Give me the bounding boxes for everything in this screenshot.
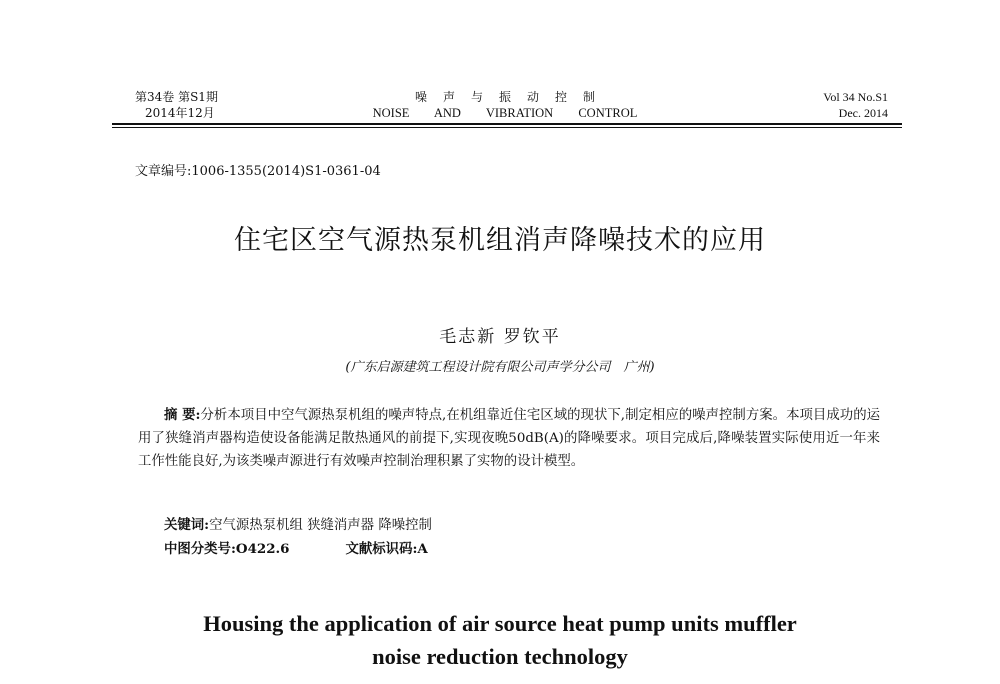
journal-name-en: NOISE AND VIBRATION CONTROL [372,106,638,120]
article-number: 文章编号:1006-1355(2014)S1-0361-04 [135,164,381,179]
header-right [823,89,888,121]
keywords-label: 关键词: [164,517,210,533]
abstract [138,404,880,473]
date-en: Dec. 2014 [838,106,888,120]
affiliation: (广东启源建筑工程设计院有限公司声学分公司 广州) [345,360,655,375]
volume-issue-cn: 第34卷 第S1期 [135,90,218,104]
abstract-label: 摘 要: [164,407,201,423]
classification [164,538,428,557]
header-rule-thick [112,123,902,125]
title-en-line2: noise reduction technology [372,644,628,669]
clc-label: 中图分类号: [164,541,236,557]
title-cn: 住宅区空气源热泵机组消声降噪技术的应用 [234,225,766,256]
title-en [0,607,1000,673]
date-cn: 2014年12月 [145,106,215,120]
journal-name-cn: 噪声与振动控制 [414,90,611,104]
volume-issue-en: Vol 34 No.S1 [823,90,888,104]
journal-name [340,89,670,121]
keywords-text: 空气源热泵机组 狭缝消声器 降噪控制 [209,518,432,533]
abstract-text: 分析本项目中空气源热泵机组的噪声特点,在机组靠近住宅区域的现状下,制定相应的噪声控制方案。本项目成功的运用了狭缝消声器构造使设备能满足散热通风的前提下,实现夜晚50dB(A)的降噪要求。项目完成后,降噪装置实际使用近一年来工作性能良好,为该类噪声源进行有效噪声控制治理积累了实物的设计模型。 [138,408,881,469]
doc-code-value: A [417,541,428,557]
clc-value: O422.6 [235,541,290,557]
title-en-line1: Housing the application of air source heat pump units muffler [203,611,797,636]
authors: 毛志新 罗钦平 [439,327,561,347]
doc-code-label: 文献标识码: [345,541,418,557]
header-rule-thin [112,127,902,128]
header-left [135,89,218,121]
keywords [164,514,432,533]
